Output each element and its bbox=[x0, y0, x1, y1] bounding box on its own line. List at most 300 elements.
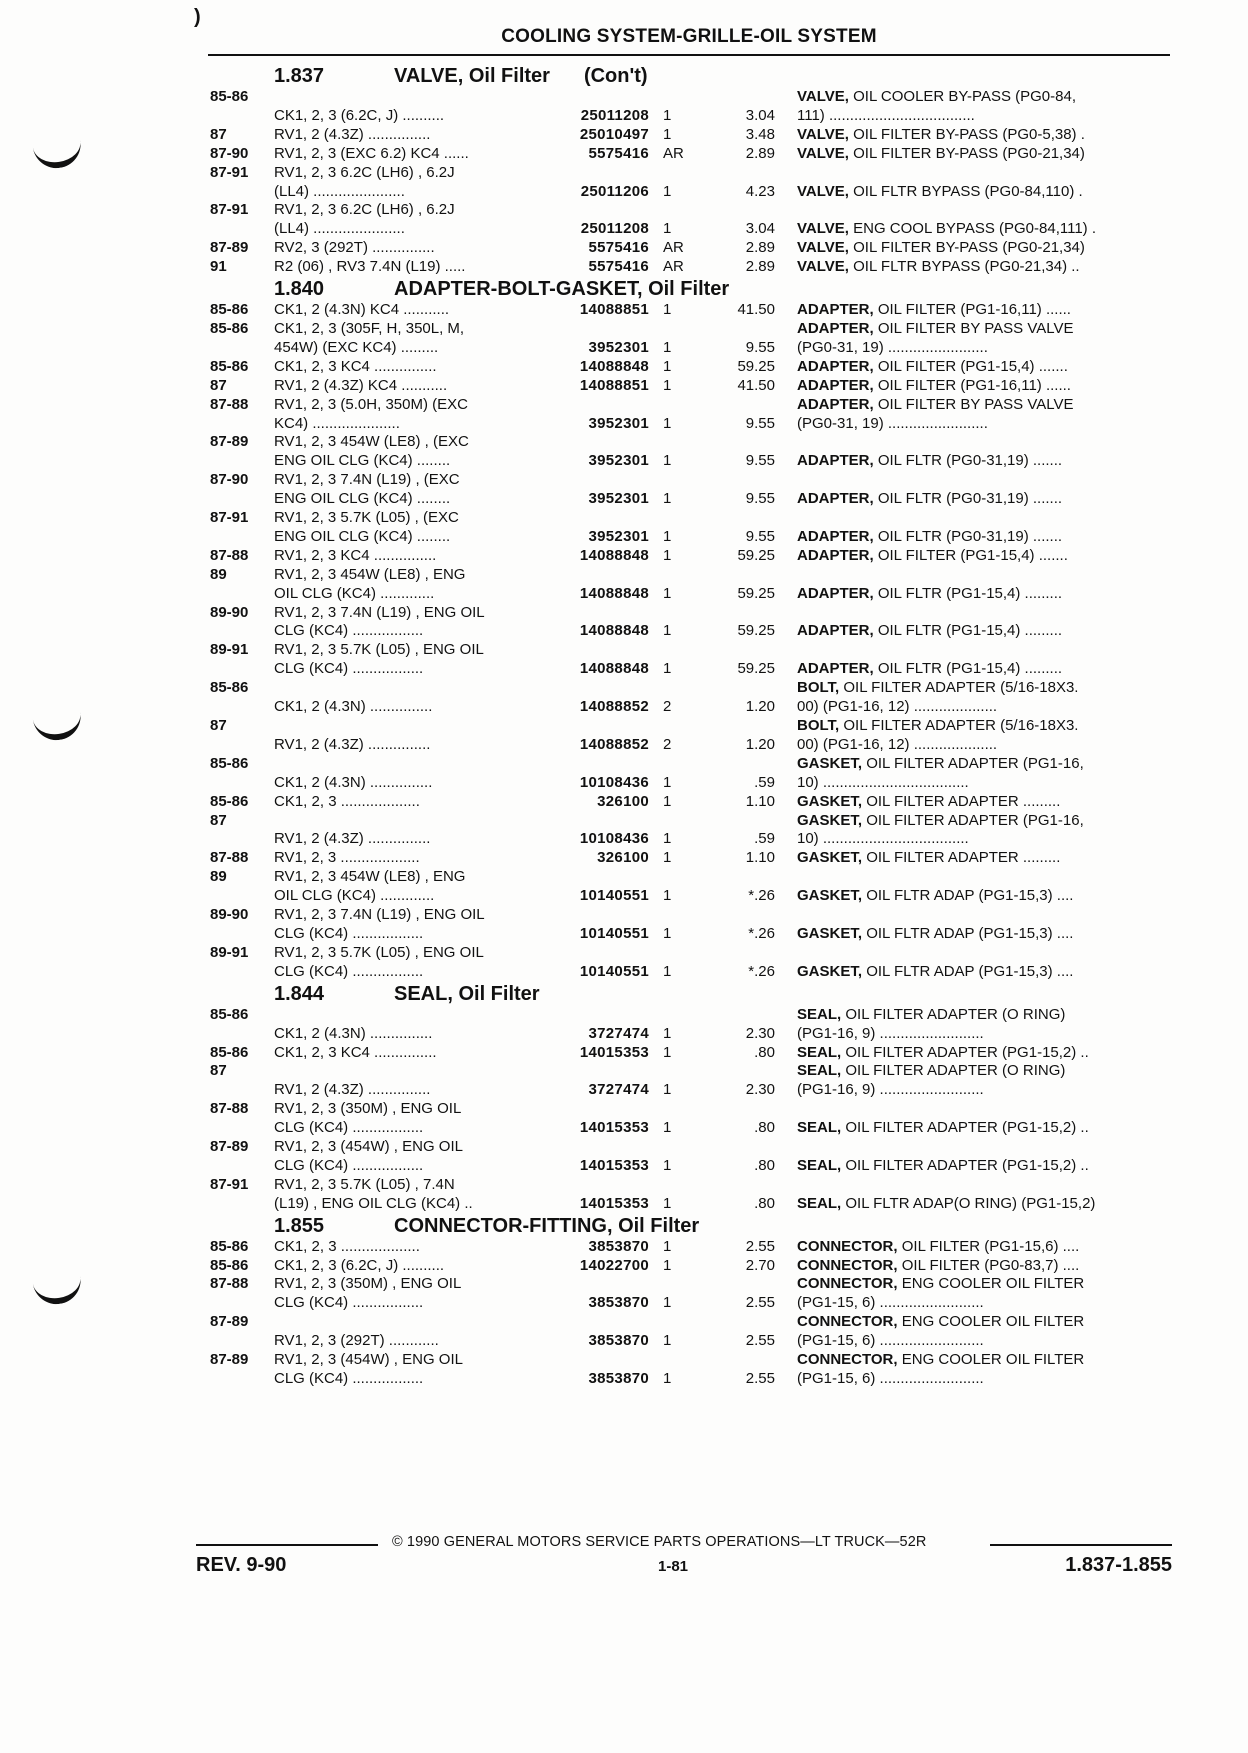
price: 2.89 bbox=[745, 239, 775, 257]
description-keyword: CONNECTOR, bbox=[797, 1313, 898, 1331]
quantity: 1 bbox=[663, 1043, 672, 1061]
quantity: 1 bbox=[663, 357, 672, 375]
model-years: 89 bbox=[210, 868, 227, 886]
application: RV1, 2, 3 (350M) , ENG OIL CLG (KC4) ................. bbox=[274, 1275, 462, 1312]
application: CK1, 2 (4.3N) ............... bbox=[274, 773, 433, 791]
application: RV1, 2, 3 7.4N (L19) , ENG OIL CLG (KC4) ................. bbox=[274, 906, 485, 942]
part-row bbox=[210, 471, 1172, 509]
quantity: 1 bbox=[663, 1332, 672, 1350]
description-keyword: GASKET, bbox=[797, 887, 863, 905]
part-row bbox=[210, 258, 1172, 277]
model-years: 87 bbox=[210, 376, 227, 394]
description-keyword: VALVE, bbox=[797, 88, 849, 105]
model-years: 87-88 bbox=[210, 849, 249, 867]
price: .80 bbox=[754, 1043, 775, 1061]
model-years: 87-89 bbox=[210, 433, 249, 451]
model-years: 89-91 bbox=[210, 943, 249, 961]
part-row bbox=[210, 717, 1172, 755]
description-keyword: CONNECTOR, bbox=[797, 1351, 898, 1369]
description-keyword: GASKET, bbox=[797, 962, 863, 980]
description-text: OIL FILTER ADAPTER (PG1-15,2) .. bbox=[845, 1043, 1089, 1061]
description-keyword: SEAL, bbox=[797, 1194, 842, 1212]
quantity: 1 bbox=[663, 220, 672, 238]
part-number: 14022700 bbox=[579, 1256, 649, 1274]
application: RV1, 2, 3 (5.0H, 350M) (EXC KC4) ..................... bbox=[274, 395, 468, 432]
application: RV1, 2, 3 5.7K (L05) , ENG OIL CLG (KC4) ................. bbox=[274, 943, 484, 980]
section-heading bbox=[274, 277, 1172, 301]
price: 59.25 bbox=[737, 546, 775, 564]
application: RV2, 3 (292T) ............... bbox=[274, 239, 435, 257]
part-description bbox=[797, 183, 1172, 202]
part-number: 3952301 bbox=[588, 338, 649, 356]
description-keyword: BOLT, bbox=[797, 679, 840, 697]
description-keyword: VALVE, bbox=[797, 258, 849, 276]
quantity: 1 bbox=[663, 962, 672, 980]
description-text: ENG COOLER OIL FILTER (PG1-15, 6) ......................... bbox=[797, 1313, 1085, 1350]
price: 9.55 bbox=[745, 414, 775, 432]
application: RV1, 2, 3 5.7K (L05) , ENG OIL CLG (KC4) ................. bbox=[274, 641, 484, 678]
part-row bbox=[210, 301, 1172, 320]
description-text: OIL FILTER (PG1-15,4) ....... bbox=[877, 357, 1068, 375]
part-description bbox=[797, 793, 1172, 812]
application: RV1, 2, 3 454W (LE8) , (EXC ENG OIL CLG (KC4) ........ bbox=[274, 433, 469, 470]
model-years: 87-91 bbox=[210, 1175, 249, 1193]
part-description bbox=[797, 622, 1172, 641]
part-number: 14088852 bbox=[579, 735, 649, 753]
quantity: 2 bbox=[663, 735, 672, 753]
model-years: 87-91 bbox=[210, 163, 249, 181]
part-row bbox=[210, 755, 1172, 793]
quantity: 1 bbox=[663, 1256, 672, 1274]
price: *.26 bbox=[748, 887, 775, 905]
part-number: 3952301 bbox=[588, 527, 649, 545]
application: RV1, 2, 3 (EXC 6.2) KC4 ...... bbox=[274, 144, 469, 162]
quantity: 1 bbox=[663, 490, 672, 508]
part-description bbox=[797, 1313, 1172, 1351]
price: 3.48 bbox=[745, 125, 775, 143]
section-heading bbox=[274, 64, 1172, 88]
part-number: 25010497 bbox=[579, 125, 649, 143]
description-text: OIL FILTER BY-PASS (PG0-21,34) bbox=[853, 239, 1085, 257]
part-row bbox=[210, 126, 1172, 145]
description-keyword: SEAL, bbox=[797, 1005, 842, 1023]
quantity: 1 bbox=[663, 1156, 672, 1174]
part-row bbox=[210, 679, 1172, 717]
description-text: ENG COOLER OIL FILTER (PG1-15, 6) ......................... bbox=[797, 1351, 1085, 1387]
quantity: 1 bbox=[663, 1237, 672, 1255]
section-title: CONNECTOR-FITTING, Oil Filter bbox=[394, 1214, 700, 1237]
part-description bbox=[797, 1062, 1172, 1100]
part-number: 25011206 bbox=[580, 182, 649, 200]
part-number: 25011208 bbox=[580, 220, 649, 238]
application: CK1, 2 (4.3N) ............... bbox=[274, 1024, 433, 1042]
model-years: 85-86 bbox=[210, 319, 249, 337]
part-number: 5575416 bbox=[588, 239, 649, 257]
model-years: 85-86 bbox=[210, 1256, 249, 1274]
model-years: 87 bbox=[210, 125, 227, 143]
section-title: SEAL, Oil Filter bbox=[394, 982, 540, 1005]
model-years: 87 bbox=[210, 717, 227, 734]
description-text: OIL FLTR ADAP (PG1-15,3) .... bbox=[866, 924, 1074, 942]
description-text: OIL FILTER BY-PASS (PG0-21,34) bbox=[853, 144, 1085, 162]
model-years: 87-88 bbox=[210, 546, 249, 564]
description-keyword: ADAPTER, bbox=[797, 622, 874, 640]
description-keyword: GASKET, bbox=[797, 792, 863, 810]
part-number: 326100 bbox=[597, 792, 649, 810]
page-corner-mark: ) bbox=[194, 6, 201, 28]
part-number: 3727474 bbox=[588, 1081, 649, 1099]
description-text: OIL FILTER ADAPTER (5/16-18X3. 00) (PG1-16, 12) .................... bbox=[797, 717, 1079, 753]
part-row bbox=[210, 1238, 1172, 1257]
model-years: 91 bbox=[210, 258, 227, 276]
part-row bbox=[210, 239, 1172, 258]
part-description bbox=[797, 1275, 1172, 1313]
model-years: 87-89 bbox=[210, 1351, 249, 1369]
description-keyword: ADAPTER, bbox=[797, 376, 874, 394]
description-text: OIL FILTER ADAPTER (5/16-18X3. 00) (PG1-16, 12) .................... bbox=[797, 679, 1079, 716]
description-text: OIL COOLER BY-PASS (PG0-84, 111) ................................... bbox=[797, 88, 1076, 124]
quantity: 1 bbox=[663, 338, 672, 356]
description-keyword: ADAPTER, bbox=[797, 301, 874, 319]
part-number: 10108436 bbox=[579, 830, 649, 848]
part-row bbox=[210, 604, 1172, 642]
model-years: 87-89 bbox=[210, 1138, 249, 1156]
part-row bbox=[210, 396, 1172, 434]
quantity: AR bbox=[663, 144, 684, 162]
catalog-section bbox=[210, 64, 1172, 277]
description-text: OIL FLTR (PG0-31,19) ....... bbox=[877, 452, 1063, 470]
part-description bbox=[797, 320, 1172, 358]
model-years: 87-89 bbox=[210, 1313, 249, 1331]
quantity: 1 bbox=[663, 622, 672, 640]
part-row bbox=[210, 201, 1172, 239]
price: *.26 bbox=[748, 962, 775, 980]
description-keyword: ADAPTER, bbox=[797, 395, 874, 413]
binder-hole-mark bbox=[32, 1273, 83, 1307]
description-keyword: VALVE, bbox=[797, 144, 849, 162]
part-number: 14015353 bbox=[579, 1043, 649, 1061]
price: 2.55 bbox=[745, 1294, 775, 1312]
part-row bbox=[210, 509, 1172, 547]
section-title: ADAPTER-BOLT-GASKET, Oil Filter bbox=[394, 278, 730, 301]
application: RV1, 2 (4.3Z) ............... bbox=[274, 830, 431, 848]
application: CK1, 2, 3 ................... bbox=[274, 792, 420, 810]
quantity: 1 bbox=[663, 546, 672, 564]
quantity: 1 bbox=[663, 106, 672, 124]
description-text: OIL FILTER ADAPTER (O RING) (PG1-16, 9) ......................... bbox=[797, 1005, 1066, 1042]
application: RV1, 2, 3 (350M) , ENG OIL CLG (KC4) ................. bbox=[274, 1100, 462, 1137]
part-number: 14088848 bbox=[579, 622, 649, 640]
part-number: 5575416 bbox=[588, 258, 649, 276]
part-number: 3853870 bbox=[588, 1332, 649, 1350]
part-row bbox=[210, 433, 1172, 471]
quantity: AR bbox=[663, 239, 684, 257]
part-number: 14088848 bbox=[579, 660, 649, 678]
part-number: 14088848 bbox=[579, 357, 649, 375]
part-description bbox=[797, 1257, 1172, 1276]
quantity: 1 bbox=[663, 1024, 672, 1042]
part-row bbox=[210, 1313, 1172, 1351]
part-number: 3952301 bbox=[588, 452, 649, 470]
part-row bbox=[210, 377, 1172, 396]
description-text: OIL FLTR (PG1-15,4) ......... bbox=[877, 622, 1063, 640]
catalog-section bbox=[210, 982, 1172, 1214]
description-text: OIL FILTER ADAPTER (PG1-16, 10) ................................... bbox=[797, 811, 1084, 848]
quantity: 2 bbox=[663, 698, 672, 716]
price: 1.10 bbox=[745, 792, 775, 810]
part-number: 25011208 bbox=[580, 106, 649, 124]
part-row bbox=[210, 1257, 1172, 1276]
quantity: 1 bbox=[663, 830, 672, 848]
price: 59.25 bbox=[737, 622, 775, 640]
application: RV1, 2, 3 ................... bbox=[274, 849, 420, 867]
footer-rule bbox=[990, 1544, 1172, 1546]
part-row bbox=[210, 944, 1172, 982]
page-header bbox=[208, 24, 1170, 56]
part-description bbox=[797, 1044, 1172, 1063]
part-description bbox=[797, 679, 1172, 717]
part-description bbox=[797, 220, 1172, 239]
part-description bbox=[797, 1119, 1172, 1138]
description-text: OIL FILTER (PG1-16,11) ...... bbox=[877, 301, 1071, 319]
application: RV1, 2, 3 5.7K (L05) , (EXC ENG OIL CLG (KC4) ........ bbox=[274, 509, 459, 545]
part-description bbox=[797, 755, 1172, 793]
part-number: 3853870 bbox=[588, 1370, 649, 1387]
quantity: 1 bbox=[663, 527, 672, 545]
section-subtitle: (Con't) bbox=[583, 65, 648, 87]
part-description bbox=[797, 528, 1172, 547]
section-range: 1.837-1.855 bbox=[1065, 1554, 1172, 1576]
description-text: OIL FILTER ADAPTER ......... bbox=[866, 792, 1061, 810]
description-keyword: ADAPTER, bbox=[797, 660, 874, 678]
section-number: 1.855 bbox=[274, 1214, 325, 1237]
part-description bbox=[797, 1195, 1172, 1214]
part-row bbox=[210, 566, 1172, 604]
application: RV1, 2 (4.3Z) ............... bbox=[274, 125, 431, 143]
quantity: 1 bbox=[663, 376, 672, 394]
revision-label: REV. 9-90 bbox=[196, 1554, 287, 1576]
part-description bbox=[797, 925, 1172, 944]
part-description bbox=[797, 358, 1172, 377]
description-text: OIL FILTER ADAPTER (O RING) (PG1-16, 9) ......................... bbox=[797, 1062, 1066, 1099]
quantity: 1 bbox=[663, 182, 672, 200]
description-keyword: SEAL, bbox=[797, 1156, 842, 1174]
part-description bbox=[797, 1006, 1172, 1044]
model-years: 85-86 bbox=[210, 357, 249, 375]
description-keyword: SEAL, bbox=[797, 1043, 842, 1061]
quantity: 1 bbox=[663, 584, 672, 602]
model-years: 87-90 bbox=[210, 144, 249, 162]
part-number: 3952301 bbox=[588, 490, 649, 508]
description-keyword: ADAPTER, bbox=[797, 490, 874, 508]
part-number: 14015353 bbox=[579, 1119, 649, 1137]
part-number: 14088852 bbox=[579, 698, 649, 716]
part-row bbox=[210, 164, 1172, 202]
part-row bbox=[210, 88, 1172, 126]
part-number: 14088848 bbox=[579, 546, 649, 564]
description-text: OIL FLTR BYPASS (PG0-84,110) . bbox=[853, 182, 1083, 200]
section-number: 1.844 bbox=[274, 982, 325, 1005]
description-keyword: CONNECTOR, bbox=[797, 1256, 898, 1274]
part-number: 5575416 bbox=[588, 144, 649, 162]
description-text: OIL FLTR (PG1-15,4) ......... bbox=[877, 660, 1063, 678]
description-keyword: GASKET, bbox=[797, 849, 863, 867]
description-keyword: VALVE, bbox=[797, 125, 849, 143]
model-years: 85-86 bbox=[210, 792, 249, 810]
price: 1.10 bbox=[745, 849, 775, 867]
part-description bbox=[797, 301, 1172, 320]
description-text: OIL FLTR ADAP (PG1-15,3) .... bbox=[866, 962, 1074, 980]
quantity: 1 bbox=[663, 792, 672, 810]
model-years: 85-86 bbox=[210, 679, 249, 697]
price: 2.70 bbox=[745, 1256, 775, 1274]
parts-listing bbox=[210, 64, 1172, 1389]
part-row bbox=[210, 641, 1172, 679]
description-keyword: VALVE, bbox=[797, 239, 849, 257]
price: 2.55 bbox=[745, 1370, 775, 1387]
section-title: VALVE, Oil Filter bbox=[394, 65, 550, 87]
price: 41.50 bbox=[737, 376, 775, 394]
price: 1.20 bbox=[745, 698, 775, 716]
part-description bbox=[797, 812, 1172, 850]
price: .80 bbox=[754, 1194, 775, 1212]
application: CK1, 2, 3 (305F, H, 350L, M, 454W) (EXC KC4) ......... bbox=[274, 319, 465, 356]
part-description bbox=[797, 1238, 1172, 1257]
part-number: 14015353 bbox=[579, 1194, 649, 1212]
description-keyword: SEAL, bbox=[797, 1062, 842, 1080]
price: 2.89 bbox=[745, 258, 775, 276]
quantity: 1 bbox=[663, 414, 672, 432]
part-row bbox=[210, 906, 1172, 944]
model-years: 85-86 bbox=[210, 301, 249, 319]
description-text: OIL FLTR (PG0-31,19) ....... bbox=[877, 490, 1063, 508]
quantity: 1 bbox=[663, 660, 672, 678]
quantity: 1 bbox=[663, 1119, 672, 1137]
description-text: OIL FILTER BY PASS VALVE (PG0-31, 19) ........................ bbox=[797, 319, 1074, 356]
description-keyword: ADAPTER, bbox=[797, 357, 874, 375]
catalog-section bbox=[210, 277, 1172, 982]
description-keyword: CONNECTOR, bbox=[797, 1237, 898, 1255]
price: 41.50 bbox=[737, 301, 775, 319]
model-years: 87-88 bbox=[210, 1100, 249, 1118]
application: RV1, 2, 3 6.2C (LH6) , 6.2J (LL4) ...................... bbox=[274, 163, 455, 200]
part-row bbox=[210, 1275, 1172, 1313]
quantity: 1 bbox=[663, 301, 672, 319]
application: RV1, 2, 3 7.4N (L19) , (EXC ENG OIL CLG (KC4) ........ bbox=[274, 471, 460, 508]
description-text: OIL FILTER BY-PASS (PG0-5,38) . bbox=[853, 125, 1085, 143]
footer-rule bbox=[196, 1544, 378, 1546]
description-keyword: VALVE, bbox=[797, 182, 849, 200]
part-row bbox=[210, 793, 1172, 812]
model-years: 89-90 bbox=[210, 906, 249, 924]
section-number: 1.840 bbox=[274, 278, 325, 301]
model-years: 87-90 bbox=[210, 471, 249, 489]
description-keyword: ADAPTER, bbox=[797, 546, 874, 564]
description-keyword: ADAPTER, bbox=[797, 319, 874, 337]
part-number: 14088851 bbox=[579, 301, 649, 319]
application: CK1, 2 (4.3N) ............... bbox=[274, 698, 433, 716]
part-description bbox=[797, 963, 1172, 982]
price: .59 bbox=[754, 773, 775, 791]
description-text: OIL FILTER ADAPTER (PG1-15,2) .. bbox=[845, 1156, 1089, 1174]
application: RV1, 2 (4.3Z) KC4 ........... bbox=[274, 376, 448, 394]
part-row bbox=[210, 1062, 1172, 1100]
part-row bbox=[210, 1006, 1172, 1044]
quantity: 1 bbox=[663, 773, 672, 791]
application: RV1, 2, 3 (292T) ............ bbox=[274, 1332, 439, 1350]
part-description bbox=[797, 1157, 1172, 1176]
part-row bbox=[210, 547, 1172, 566]
part-description bbox=[797, 377, 1172, 396]
description-text: OIL FLTR ADAP(O RING) (PG1-15,2) bbox=[845, 1194, 1096, 1212]
part-description bbox=[797, 490, 1172, 509]
price: 2.55 bbox=[745, 1237, 775, 1255]
part-description bbox=[797, 239, 1172, 258]
description-text: OIL FLTR (PG0-31,19) ....... bbox=[877, 527, 1063, 545]
quantity: 1 bbox=[663, 1370, 672, 1387]
quantity: 1 bbox=[663, 1294, 672, 1312]
part-description bbox=[797, 88, 1172, 126]
description-keyword: ADAPTER, bbox=[797, 452, 874, 470]
application: CK1, 2, 3 (6.2C, J) .......... bbox=[274, 1256, 445, 1274]
part-row bbox=[210, 1351, 1172, 1389]
part-number: 3727474 bbox=[588, 1024, 649, 1042]
application: CK1, 2 (4.3N) KC4 ........... bbox=[274, 301, 450, 319]
price: .80 bbox=[754, 1156, 775, 1174]
application: R2 (06) , RV3 7.4N (L19) ..... bbox=[274, 258, 466, 276]
quantity: 1 bbox=[663, 924, 672, 942]
price: 2.30 bbox=[745, 1081, 775, 1099]
model-years: 85-86 bbox=[210, 1005, 249, 1023]
description-keyword: ADAPTER, bbox=[797, 584, 874, 602]
part-number: 10140551 bbox=[579, 924, 649, 942]
quantity: 1 bbox=[663, 1081, 672, 1099]
application: RV1, 2, 3 7.4N (L19) , ENG OIL CLG (KC4) ................. bbox=[274, 603, 485, 640]
description-text: OIL FILTER (PG1-15,6) .... bbox=[901, 1237, 1080, 1255]
quantity: 1 bbox=[663, 452, 672, 470]
description-keyword: ADAPTER, bbox=[797, 527, 874, 545]
part-number: 3853870 bbox=[588, 1294, 649, 1312]
part-description bbox=[797, 396, 1172, 434]
part-description bbox=[797, 849, 1172, 868]
model-years: 87-88 bbox=[210, 395, 249, 413]
page-title: COOLING SYSTEM-GRILLE-OIL SYSTEM bbox=[501, 26, 877, 47]
price: 3.04 bbox=[745, 220, 775, 238]
application: RV1, 2 (4.3Z) ............... bbox=[274, 735, 431, 753]
part-number: 10108436 bbox=[579, 773, 649, 791]
description-keyword: GASKET, bbox=[797, 811, 863, 829]
price: 9.55 bbox=[745, 452, 775, 470]
application: RV1, 2, 3 (454W) , ENG OIL CLG (KC4) ................. bbox=[274, 1138, 463, 1174]
part-row bbox=[210, 1138, 1172, 1176]
description-text: OIL FILTER (PG1-15,4) ....... bbox=[877, 546, 1068, 564]
price: 4.23 bbox=[745, 182, 775, 200]
section-number: 1.837 bbox=[274, 65, 325, 87]
quantity: AR bbox=[663, 258, 684, 276]
price: *.26 bbox=[748, 924, 775, 942]
price: 2.55 bbox=[745, 1332, 775, 1350]
part-description bbox=[797, 145, 1172, 164]
application: RV1, 2 (4.3Z) ............... bbox=[274, 1081, 431, 1099]
price: 59.25 bbox=[737, 584, 775, 602]
description-keyword: BOLT, bbox=[797, 717, 840, 734]
part-row bbox=[210, 145, 1172, 164]
part-description bbox=[797, 660, 1172, 679]
model-years: 89-91 bbox=[210, 641, 249, 659]
binder-hole-mark bbox=[32, 709, 83, 743]
quantity: 1 bbox=[663, 1194, 672, 1212]
price: 59.25 bbox=[737, 660, 775, 678]
